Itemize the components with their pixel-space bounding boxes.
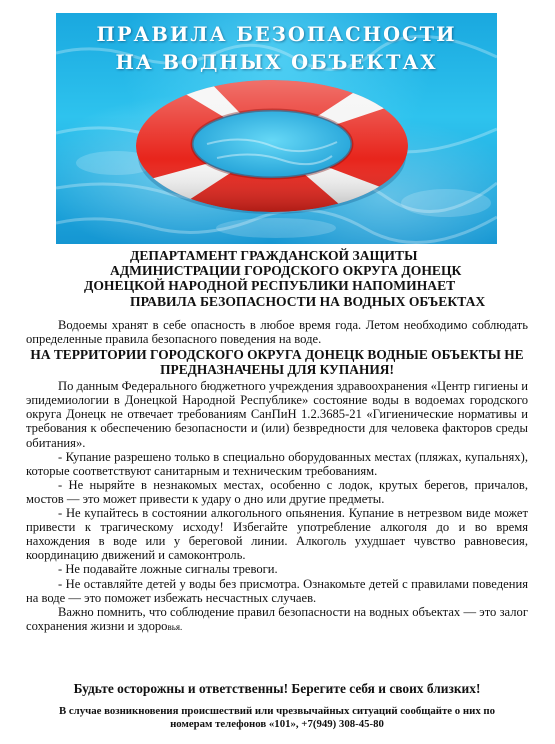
main-text <box>26 318 528 634</box>
banner-image <box>56 13 497 244</box>
reminder-text-tail: вья. <box>167 621 183 632</box>
reminder-text: Важно помнить, что соблюдение правил безопасности на водных объектах — это залог сохранения жизни и здоро <box>26 604 528 633</box>
header-line-3: ДОНЕЦКОЙ НАРОДНОЙ РЕСПУБЛИКИ НАПОМИНАЕТ <box>84 278 456 294</box>
closing-appeal: Будьте осторожны и ответственны! Берегите себя и своих близких! <box>73 681 481 696</box>
rule-item-diving: - Не ныряйте в незнакомых местах, особенно с лодок, крутых берегов, причалов, мостов — это может привести к удару о дно или другие предметы. <box>26 477 528 506</box>
header-line-4: ПРАВИЛА БЕЗОПАСНОСТИ НА ВОДНЫХ ОБЪЕКТАХ <box>130 293 486 309</box>
header-line-2: АДМИНИСТРАЦИИ ГОРОДСКОГО ОКРУГА ДОНЕЦК <box>110 263 462 279</box>
rule-item-false-alarms: - Не подавайте ложные сигналы тревоги. <box>58 562 278 577</box>
life-buoy-icon <box>132 74 412 224</box>
rule-item-alcohol: - Не купайтесь в состоянии алкогольного опьянения. Купание в нетрезвом виде может привести к трагическому исходу! Избегайте употребление алкоголя до и во время нахождения в воде или у береговой линии. Алкоголь ухудшает чувство равновесия, координацию движений и самоконтроль. <box>26 506 528 563</box>
rule-item-beaches: - Купание разрешено только в специально оборудованных местах (пляжах, купальнях), которые соответствуют санитарным и техническим требованиям. <box>26 449 528 478</box>
water-quality-paragraph: По данным Федерального бюджетного учреждения здравоохранения «Центр гигиены и эпидемиологии в Донецкой Народной Республике» состояние воды в водоемах городского округа Донецк не отвечает требованиям СанПиН 1.2.3685-21 «Гигиенические нормативы и требования к обеспечению безопасности и (или) безвредности для человека факторов среды обитания». <box>26 379 528 450</box>
intro-paragraph: Водоемы хранят в себе опасность в любое время года. Летом необходимо соблюдать определенные правила безопасного поведения на воде. <box>26 318 528 347</box>
footer-line-1: В случае возникновения происшествий или чрезвычайных ситуаций сообщайте о них по <box>58 705 496 717</box>
banner-title-line-1: ПРАВИЛА БЕЗОПАСНОСТИ <box>96 23 457 46</box>
banner-title-line-2: НА ВОДНЫХ ОБЪЕКТАХ <box>115 51 438 74</box>
emergency-contacts <box>26 705 528 731</box>
department-header <box>50 248 505 309</box>
reminder-paragraph <box>26 605 528 634</box>
header-line-1: ДЕПАРТАМЕНТ ГРАЖДАНСКОЙ ЗАЩИТЫ <box>130 248 418 263</box>
swimming-warning: НА ТЕРРИТОРИИ ГОРОДСКОГО ОКРУГА ДОНЕЦК ВОДНЫЕ ОБЪЕКТЫ НЕ ПРЕДНАЗНАЧЕНЫ ДЛЯ КУПАНИЯ! <box>30 347 524 378</box>
footer-phone-numbers: номерам телефонов «101», +7(949) 308-45-80 <box>170 718 384 730</box>
rule-item-children: - Не оставляйте детей у воды без присмотра. Ознакомьте детей с правилами поведения на воде — это поможет избежать несчастных случаев. <box>26 576 528 605</box>
